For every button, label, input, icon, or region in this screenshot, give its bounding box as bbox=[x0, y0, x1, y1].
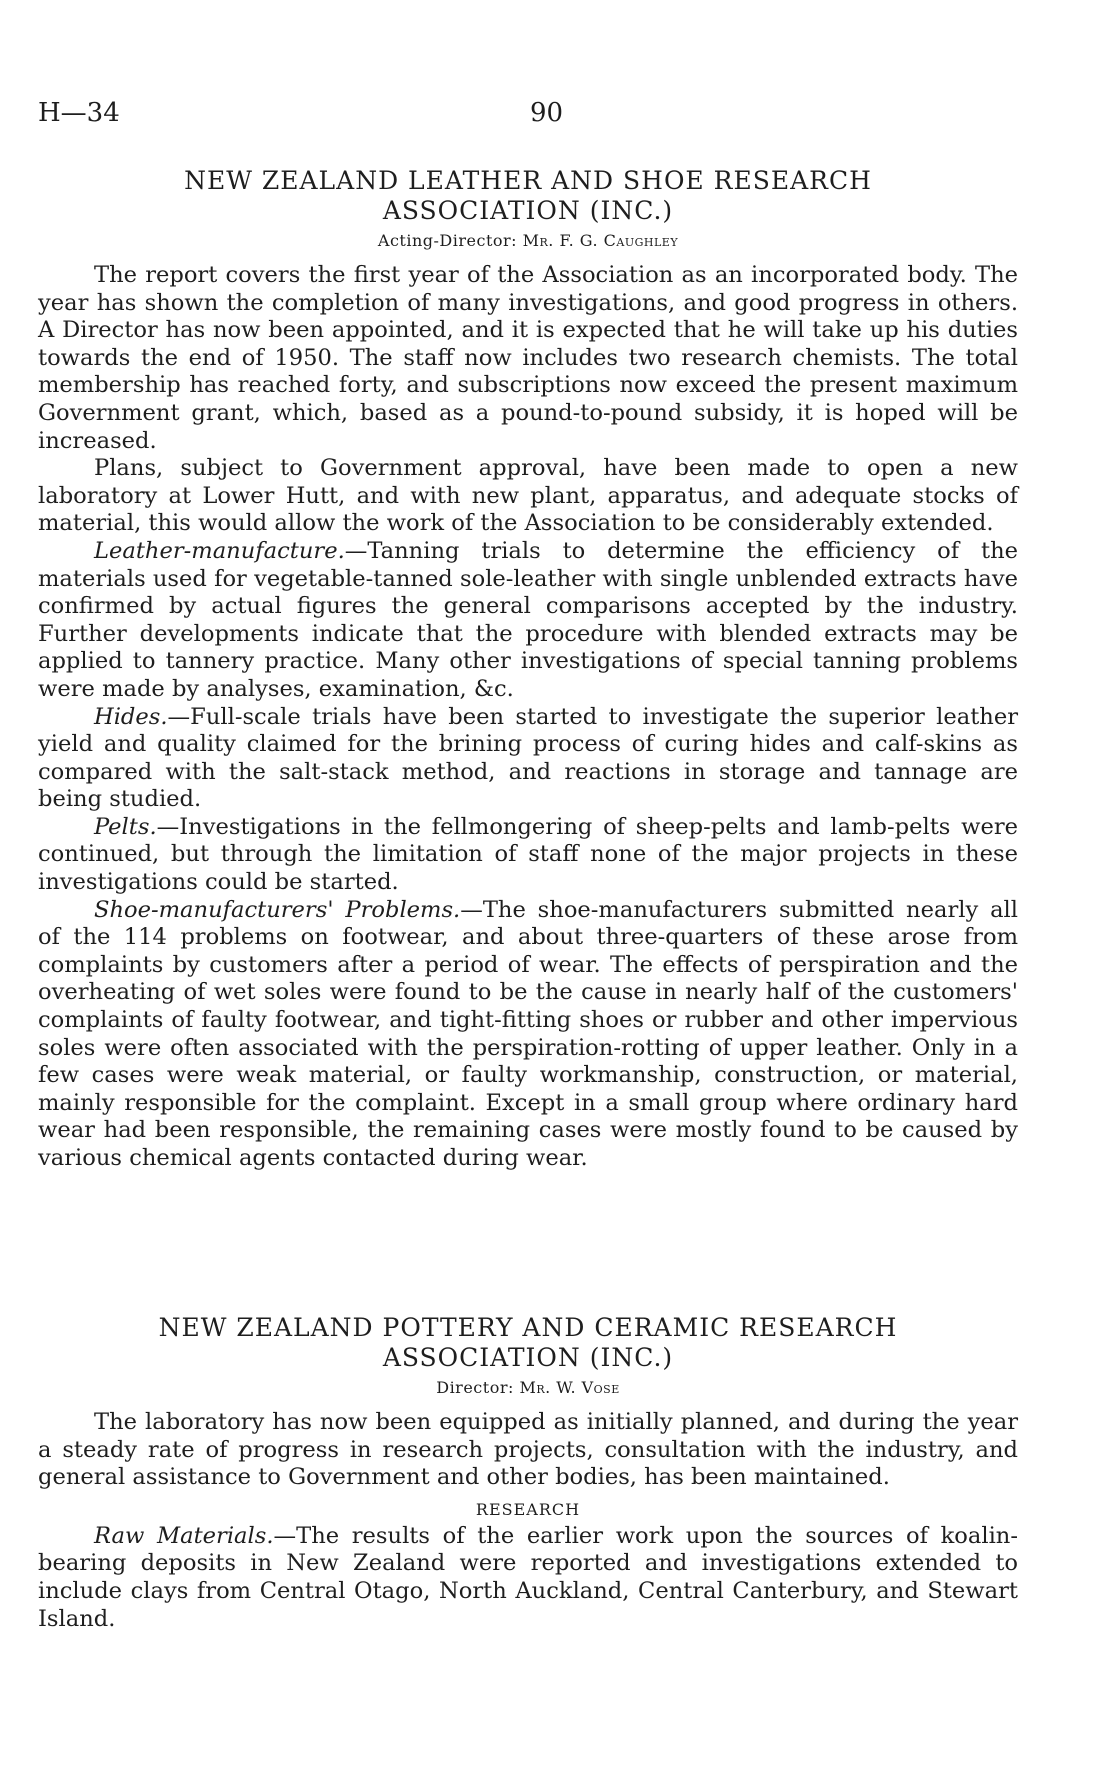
section-title bbox=[38, 1313, 1018, 1373]
paragraph-hides bbox=[38, 704, 1018, 814]
director-line bbox=[38, 230, 1018, 252]
document-code: H—34 bbox=[38, 98, 120, 128]
paragraph-plans: Plans, subject to Government approval, have been made to open a new laboratory at Lower Hutt, and with new plant, apparatus, and adequate stocks of material, this would allow the work of the Association to be considerably extended. bbox=[38, 455, 1018, 537]
section-title bbox=[38, 166, 1018, 226]
run-in-heading: Raw Materials. bbox=[94, 1522, 274, 1549]
paragraph-text: —Full-scale trials have been started to investigate the superior leather yield and quality claimed for the brining process of curing hides and calf-skins as compared with the salt-stack method, and reactions in storage and tannage are being studied. bbox=[38, 703, 1018, 813]
run-in-heading: Hides. bbox=[94, 703, 168, 730]
paragraph-text: —The shoe-manufacturers submitted nearly all of the 114 problems on footwear, and about three-quarters of these arose from complaints by customers after a period of wear. The effects of perspiration and the overheating of wet soles were found to be the cause in nearly half of the customers' complaints of faulty footwear, and tight-fitting shoes or rubber and other impervious soles were often associated with the perspiration-rotting of upper leather. Only in a few cases were weak material, or faulty workmanship, construction, or material, mainly responsible for the complaint. Except in a small group where ordinary hard wear had been responsible, the remaining cases were mostly found to be caused by various chemical agents contacted during wear. bbox=[38, 896, 1019, 1171]
section-title-line2: ASSOCIATION (INC.) bbox=[382, 1343, 674, 1372]
section-title-line1: NEW ZEALAND POTTERY AND CERAMIC RESEARCH bbox=[158, 1313, 898, 1342]
paragraph-leather-manufacture bbox=[38, 538, 1018, 704]
paragraph-laboratory: The laboratory has now been equipped as initially planned, and during the year a steady rate of progress in research projects, consultation with the industry, and general assistance to Government and other bodies, has been maintained. bbox=[38, 1409, 1018, 1491]
director-role: Acting-Director: bbox=[377, 231, 518, 250]
paragraph-pelts bbox=[38, 814, 1018, 897]
run-in-heading: Pelts. bbox=[94, 813, 157, 840]
director-line bbox=[38, 1377, 1018, 1399]
section-title-line2: ASSOCIATION (INC.) bbox=[382, 196, 674, 225]
page-header bbox=[38, 98, 1076, 134]
director-name: Mr. F. G. Caughley bbox=[522, 231, 679, 250]
paragraph-raw-materials bbox=[38, 1523, 1018, 1633]
research-subheading: RESEARCH bbox=[475, 1499, 581, 1519]
director-role: Director: bbox=[436, 1378, 514, 1397]
leather-shoe-section bbox=[38, 166, 1018, 1173]
paragraph-text: —Investigations in the fellmongering of sheep-pelts and lamb-pelts were continued, but through the limitation of staff none of the major projects in these investigations could be started. bbox=[38, 813, 1018, 896]
section-title-line1: NEW ZEALAND LEATHER AND SHOE RESEARCH bbox=[184, 166, 872, 195]
run-in-heading: Shoe-manufacturers' Problems. bbox=[94, 896, 461, 923]
paragraph-intro: The report covers the first year of the Association as an incorporated body. The year has shown the completion of many investigations, and good progress in others. A Director has now been appointed, and it is expected that he will take up his duties towards the end of 1950. The staff now includes two research chemists. The total membership has reached forty, and subscriptions now exceed the present maximum Government grant, which, based as a pound-to-pound subsidy, it is hoped will be increased. bbox=[38, 262, 1018, 454]
page-number: 90 bbox=[530, 98, 564, 128]
paragraph-text: —The results of the earlier work upon the sources of koalin-bearing deposits in New Zealand were reported and investigations extended to include clays from Central Otago, North Auckland, Central Canterbury, and Stewart Island. bbox=[38, 1522, 1018, 1632]
paragraph-shoe-problems bbox=[38, 897, 1018, 1173]
director-name: Mr. W. Vose bbox=[519, 1378, 620, 1397]
run-in-heading: Leather-manufacture. bbox=[94, 537, 345, 564]
paragraph-text: —Tanning trials to determine the efficiency of the materials used for vegetable-tanned sole-leather with single unblended extracts have confirmed by actual figures the general comparisons accepted by the industry. Further developments indicate that the procedure with blended extracts may be applied to tannery practice. Many other investigations of special tanning problems were made by analyses, examination, &c. bbox=[38, 537, 1018, 702]
pottery-ceramic-section bbox=[38, 1313, 1018, 1633]
